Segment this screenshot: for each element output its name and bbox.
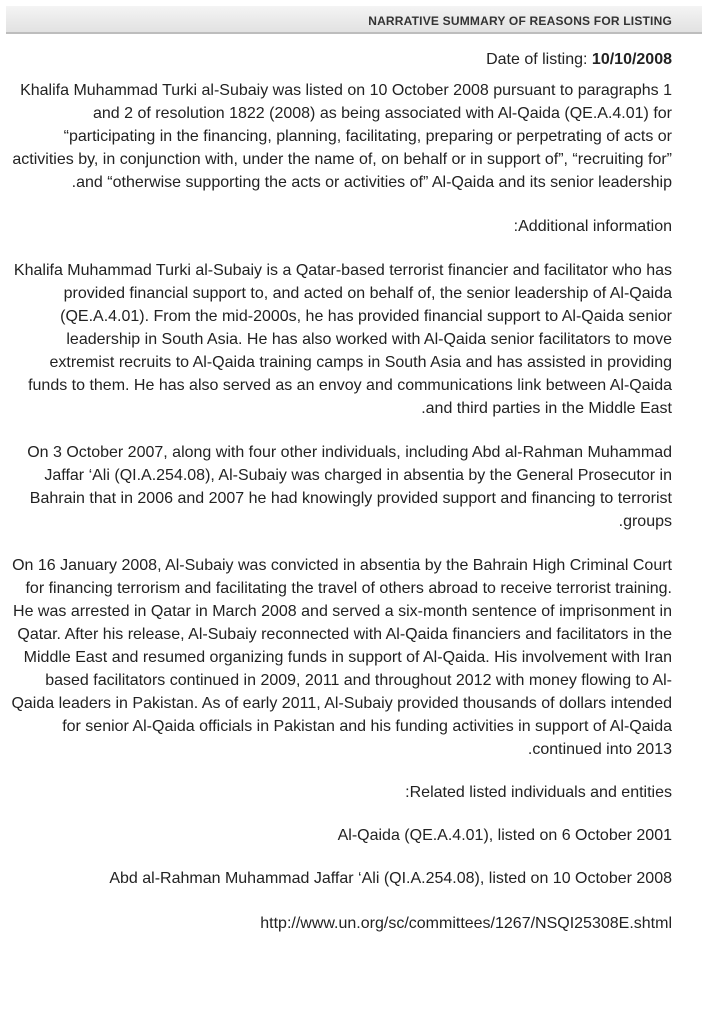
related-entities-heading: Related listed individuals and entities: — [405, 784, 672, 801]
date-value: 10/10/2008 — [591, 51, 672, 68]
conviction-paragraph: On 16 January 2008, Al-Subaiy was convicted in absentia by the Bahrain High Criminal Court for financing terrorism and facilitating the travel of others abroad to receive terrorist training. He was arrested in Qatar in March 2008 and served a six-month sentence of imprisonment in Qatar. After his release, Al-Subaiy reconnected with Al-Qaida financiers and facilitators in the Middle East and resumed organizing funds in support of Al-Qaida. His involvement with Iran based facilitators continued in 2009, 2011 and throughout 2012 with money flowing to Al-Qaida leaders in Pakistan. As of early 2011, Al-Subaiy provided thousands of dollars intended for senior Al-Qaida officials in Pakistan and his funding activities in support of Al-Qaida continued into 2013. — [11, 557, 672, 758]
section-header-bar — [6, 6, 702, 34]
section-title: NARRATIVE SUMMARY OF REASONS FOR LISTING — [368, 14, 672, 28]
related-individual-abd-al-rahman: Abd al-Rahman Muhammad Jaffar ‘Ali (QI.A.254.08), listed on 10 October 2008 — [109, 870, 672, 887]
bahrain-charge-paragraph: On 3 October 2007, along with four other individuals, including Abd al-Rahman Muhammad Jaffar ‘Ali (QI.A.254.08), Al-Subaiy was charged in absentia by the General Prosecutor in Bahrain that in 2006 and 2007 he had knowingly provided support and financing to terrorist groups. — [27, 444, 672, 530]
related-entity-al-qaida: Al-Qaida (QE.A.4.01), listed on 6 October 2001 — [337, 827, 672, 844]
narrative-content — [8, 48, 672, 935]
date-of-listing — [8, 48, 672, 71]
date-label: Date of listing: — [486, 51, 592, 68]
listing-summary-paragraph: Khalifa Muhammad Turki al-Subaiy was listed on 10 October 2008 pursuant to paragraphs 1 and 2 of resolution 1822 (2008) as being associated with Al-Qaida (QE.A.4.01) for “participating in the financing, planning, facilitating, preparing or perpetrating of acts or activities by, in conjunction with, under the name of, on behalf or in support of”, “recruiting for” and “otherwise supporting the acts or activities of” Al-Qaida and its senior leadership. — [12, 82, 672, 191]
background-paragraph: Khalifa Muhammad Turki al-Subaiy is a Qatar-based terrorist financier and facilitator who has provided financial support to, and acted on behalf of, the senior leadership of Al-Qaida (QE.A.4.01). From the mid-2000s, he has provided financial support to Al-Qaida senior leadership in South Asia. He has also worked with Al-Qaida senior facilitators to move extremist recruits to Al-Qaida training camps in South Asia and has assisted in providing funds to them. He has also served as an envoy and communications link between Al-Qaida and third parties in the Middle East. — [13, 262, 672, 417]
source-url-link[interactable]: http://www.un.org/sc/committees/1267/NSQI25308E.shtml — [260, 915, 672, 932]
additional-information-heading: Additional information: — [513, 218, 672, 235]
